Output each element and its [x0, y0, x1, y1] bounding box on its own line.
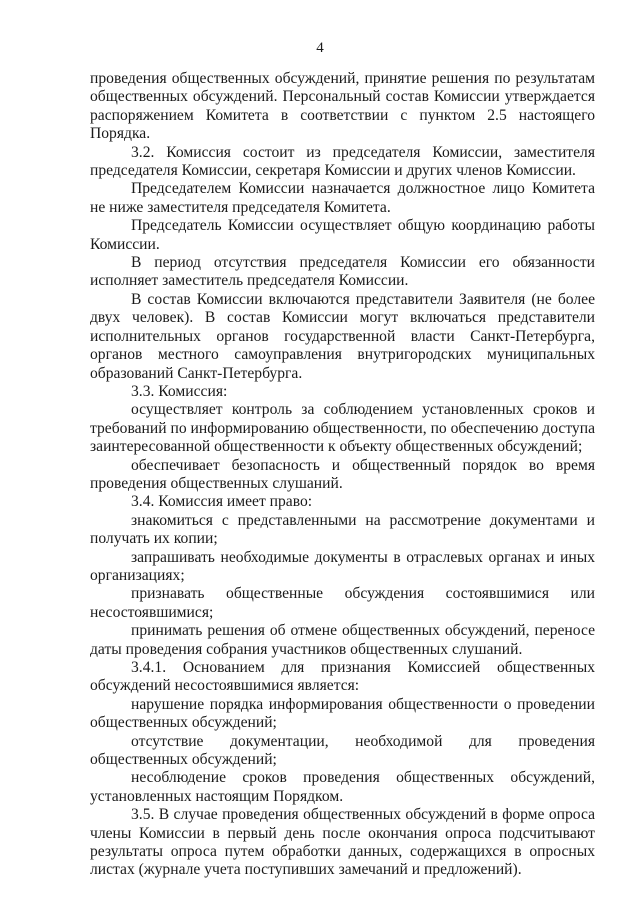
page-number: 4 [316, 40, 324, 56]
paragraph-chairman-absence: В период отсутствия председателя Комиссии его обязанности исполняет заместитель председателя Комиссии. [90, 254, 595, 290]
paragraph-ground-documentation: отсутствие документации, необходимой для проведения общественных обсуждений; [90, 732, 595, 769]
paragraph-3-5: 3.5. В случае проведения общественных обсуждений в форме опроса члены Комиссии в первый день после окончания опроса подсчитывают результаты опроса путем обработки данных, содержащихся в опросных листах (журнале учета поступивших замечаний и предложений). [90, 806, 595, 879]
paragraph-3-4-1: 3.4.1. Основанием для признания Комиссией общественных обсуждений несостоявшимися является: [90, 659, 595, 695]
paragraph-right-review: знакомиться с представленными на рассмотрение документами и получать их копии; [90, 511, 595, 548]
paragraph-control-duty: осуществляет контроль за соблюдением установленных сроков и требований по информированию общественности, по обеспечению доступа заинтересованной общественности к объекту общественных обсуждений; [90, 401, 595, 456]
paragraph-3-2: 3.2. Комиссия состоит из председателя Комиссии, заместителя председателя Комиссии, секретаря Комиссии и других членов Комиссии. [90, 143, 595, 180]
paragraph-continuation: проведения общественных обсуждений, принятие решения по результатам общественных обсуждений. Персональный состав Комиссии утверждается распоряжением Комитета в соответствии с пунктом 2.5 настоящего Порядка. [90, 70, 595, 143]
paragraph-chairman-coordination: Председатель Комиссии осуществляет общую координацию работы Комиссии. [90, 217, 595, 253]
paragraph-3-4: 3.4. Комиссия имеет право: [131, 493, 313, 511]
paragraph-chairman-appointment: Председателем Комиссии назначается должностное лицо Комитета не ниже заместителя председателя Комитета. [90, 180, 595, 216]
paragraph-ground-informing: нарушение порядка информирования общественности о проведении общественных обсуждений; [90, 695, 595, 732]
document-body [90, 70, 595, 880]
paragraph-right-request: запрашивать необходимые документы в отраслевых органах и иных организациях; [90, 548, 595, 584]
paragraph-security-duty: обеспечивает безопасность и общественный порядок во время проведения общественных слушаний. [90, 456, 595, 492]
paragraph-ground-deadlines: несоблюдение сроков проведения общественных обсуждений, установленных настоящим Порядком. [90, 769, 595, 805]
paragraph-3-3: 3.3. Комиссия: [131, 382, 228, 400]
paragraph-right-recognize: признавать общественные обсуждения состоявшимися или несостоявшимися; [90, 585, 595, 621]
paragraph-right-cancel: принимать решения об отмене общественных обсуждений, переносе даты проведения собрания участников общественных слушаний. [90, 622, 595, 658]
paragraph-commission-members: В состав Комиссии включаются представители Заявителя (не более двух человек). В состав Комиссии могут включаться представители исполнительных органов государственной власти Санкт-Петербурга, органов местного самоуправления внутригородских муниципальных образований Санкт-Петербурга. [90, 290, 595, 382]
